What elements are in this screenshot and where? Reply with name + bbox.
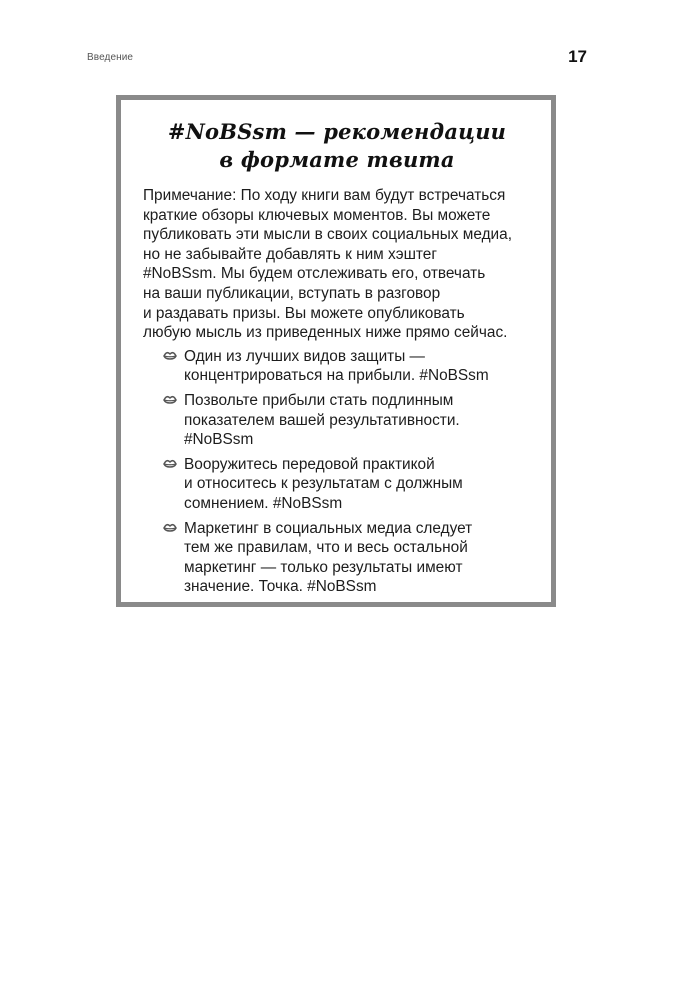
tip-item — [143, 347, 531, 386]
lips-icon — [163, 350, 177, 362]
tip-line: сомнением. #NoBSsm — [184, 494, 343, 512]
note-paragraph — [143, 186, 531, 343]
note-line: и раздавать призы. Вы можете опубликовать — [143, 304, 465, 322]
box-title — [143, 118, 531, 174]
lips-icon — [163, 458, 177, 470]
tip-line: концентрироваться на прибыли. #NoBSsm — [184, 367, 489, 385]
tip-line: Маркетинг в социальных медиа следует — [184, 519, 473, 537]
tip-line: Позвольте прибыли стать подлинным — [184, 391, 454, 409]
tip-item — [143, 519, 531, 597]
note-line: любую мысль из приведенных ниже прямо сейчас. — [143, 324, 508, 342]
tip-line: маркетинг — только результаты имеют — [184, 558, 463, 576]
note-line: #NoBSsm. Мы будем отслеживать его, отвечать — [143, 265, 486, 283]
note-line: краткие обзоры ключевых моментов. Вы можете — [143, 206, 491, 224]
tip-item — [143, 391, 531, 450]
lips-icon — [163, 394, 177, 406]
note-line: на ваши публикации, вступать в разговор — [143, 284, 441, 302]
tip-line: Один из лучших видов защиты — — [184, 347, 425, 365]
note-line: Примечание: По ходу книги вам будут встречаться — [143, 187, 506, 204]
box-title-line: #NoBSsm — рекомендации — [167, 119, 507, 144]
tip-line: Вооружитесь передовой практикой — [184, 455, 435, 473]
tip-line: и относитесь к результатам с должным — [184, 475, 463, 493]
tip-line: показателем вашей результативности. — [184, 411, 460, 429]
box-title-line: в формате твита — [219, 147, 455, 172]
tip-line: значение. Точка. #NoBSsm — [184, 578, 377, 596]
note-line: но не забывайте добавлять к ним хэштег — [143, 245, 437, 263]
tips-list — [143, 347, 531, 597]
tip-line: #NoBSsm — [184, 431, 254, 449]
running-head: Введение — [87, 52, 134, 63]
tip-line: тем же правилам, что и весь остальной — [184, 539, 468, 557]
lips-icon — [163, 522, 177, 534]
sidebar-box — [116, 95, 556, 607]
note-line: публиковать эти мысли в своих социальных медиа, — [143, 226, 512, 244]
page-number: 17 — [568, 47, 587, 66]
tip-item — [143, 455, 531, 514]
